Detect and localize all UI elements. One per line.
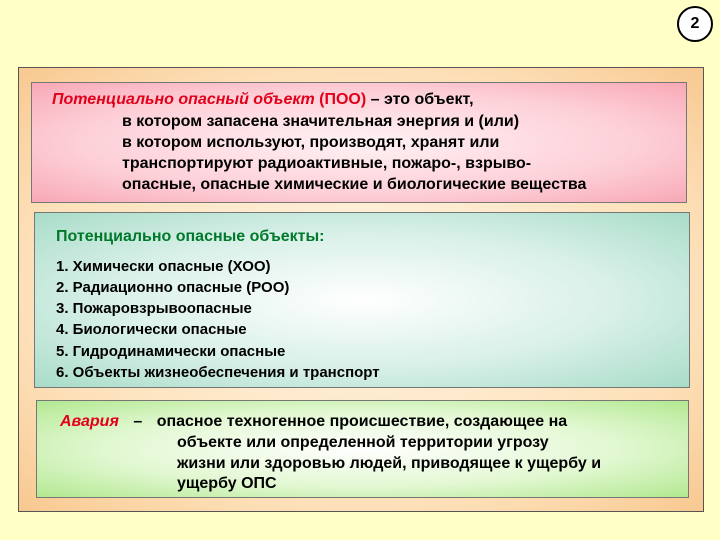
poo-definition-line: в котором используют, производят, хранят или: [122, 134, 500, 151]
poo-list-item: 4. Биологически опасные: [56, 321, 247, 338]
poo-list-item: 2. Радиационно опасные (РОО): [56, 279, 290, 296]
accident-term: Авария: [60, 413, 119, 430]
accident-first-line-text: опасное техногенное происшествие, создающее на: [156, 413, 568, 430]
poo-list-item: 6. Объекты жизнеобеспечения и транспорт: [56, 364, 380, 381]
slide-number-badge: [677, 6, 713, 42]
accident-definition-line: жизни или здоровью людей, приводящее к ущербу и: [177, 455, 602, 472]
poo-definition-line: опасные, опасные химические и биологические вещества: [122, 176, 587, 193]
poo-list-item: 1. Химически опасные (ХОО): [56, 258, 271, 275]
poo-definition-line: транспортируют радиоактивные, пожаро-, взрыво-: [122, 155, 532, 172]
poo-definition-line: в котором запасена значительная энергия и (или): [122, 113, 520, 130]
poo-list-item: 5. Гидродинамически опасные: [56, 343, 286, 360]
slide-number: 2: [690, 15, 700, 32]
poo-list-item: 3. Пожаровзрывоопасные: [56, 300, 252, 317]
poo-term: Потенциально опасный объект: [52, 91, 315, 108]
accident-dash: –: [133, 413, 143, 430]
poo-dash-text: – это объект,: [366, 91, 474, 108]
accident-definition-first-line: [60, 413, 567, 431]
poo-list-heading: Потенциально опасные объекты:: [56, 228, 325, 245]
accident-definition-line: ущербу ОПС: [177, 475, 277, 492]
poo-definition-first-line: [52, 91, 474, 109]
accident-definition-line: объекте или определенной территории угрозу: [177, 434, 549, 451]
poo-abbr: (ПОО): [319, 91, 367, 108]
